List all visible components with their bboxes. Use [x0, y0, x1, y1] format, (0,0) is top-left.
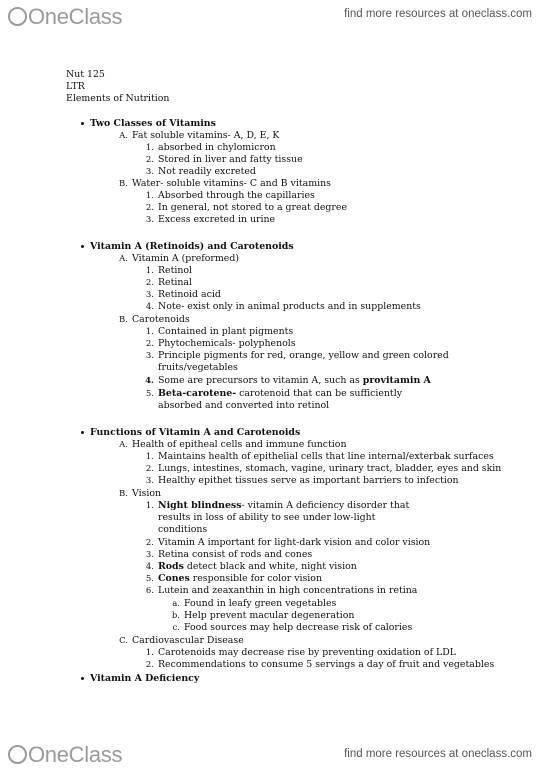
outline-item: 3. Excess excreted in urine: [145, 214, 276, 225]
course-title: Elements of Nutrition: [66, 93, 170, 104]
outline-item-continued: conditions: [158, 524, 208, 535]
outline-item-continued: fruits/vegetables: [158, 362, 238, 373]
footer-tagline[interactable]: find more resources at oneclass.com: [344, 748, 532, 760]
outline-item: b. Help prevent macular degeneration: [171, 610, 355, 621]
section-heading: Vitamin A (Retinoids) and Carotenoids: [90, 241, 294, 252]
outline-item: 4. Rods detect black and white, night vision: [145, 561, 357, 572]
outline-item: B. Water- soluble vitamins- C and B vitamins: [119, 178, 331, 189]
outline-item: C. Cardiovascular Disease: [119, 635, 244, 646]
outline-item: 6. Lutein and zeaxanthin in high concentrations in retina: [145, 585, 418, 596]
outline-item: 3. Healthy epithet tissues serve as important barriers to infection: [145, 475, 459, 486]
course-code: Nut 125: [66, 69, 105, 80]
logo-circle-icon: [8, 745, 27, 764]
outline-item: B. Vision: [119, 488, 162, 499]
logo-text: OneClass: [28, 742, 123, 767]
outline-item: 2. Vitamin A important for light-dark vision and color vision: [145, 537, 431, 548]
outline-item: 2. Lungs, intestines, stomach, vagine, urinary tract, bladder, eyes and skin: [145, 463, 502, 474]
outline-item: 4. Some are precursors to vitamin A, such as provitamin A: [145, 375, 431, 386]
section-heading: Vitamin A Deficiency: [90, 673, 200, 684]
outline-item: 5. Beta-carotene- carotenoid that can be sufficiently: [145, 388, 402, 399]
outline-item: A. Health of epitheal cells and immune function: [119, 439, 347, 450]
outline-item: 1. Night blindness- vitamin A deficiency disorder that: [145, 500, 410, 511]
outline-item: 1. Absorbed through the capillaries: [145, 190, 315, 201]
outline-item: 1. Maintains health of epithelial cells that line internal/exterbak surfaces: [145, 451, 494, 462]
outline-item: 5. Cones responsible for color vision: [145, 573, 322, 584]
outline-item: 3. Retina consist of rods and cones: [145, 549, 313, 560]
outline-item: 3. Retinoid acid: [145, 289, 221, 300]
outline-item: 4. Note- exist only in animal products and in supplements: [145, 301, 421, 312]
header-tagline[interactable]: find more resources at oneclass.com: [344, 8, 532, 20]
footer-oneclass-logo[interactable]: [8, 742, 122, 768]
section-heading: Two Classes of Vitamins: [90, 118, 216, 129]
outline-item: A. Vitamin A (preformed): [119, 253, 239, 264]
outline-item: 3. Not readily excreted: [145, 166, 256, 177]
outline-item: 2. Phytochemicals- polyphenols: [145, 338, 296, 349]
oneclass-logo[interactable]: [8, 4, 122, 30]
outline-item: B. Carotenoids: [119, 314, 190, 325]
outline-item: 1. Contained in plant pigments: [145, 326, 294, 337]
logo-text: OneClass: [28, 4, 123, 29]
outline-item: 1. Retinol: [145, 265, 193, 276]
outline-item: a. Found in leafy green vegetables: [172, 598, 337, 609]
logo-circle-icon: [8, 7, 27, 26]
outline-item: c. Food sources may help decrease risk of calories: [172, 622, 413, 633]
outline-item: 2. Retinal: [145, 277, 192, 288]
outline-item-continued: absorbed and converted into retinol: [158, 400, 330, 411]
outline-item: 3. Principle pigments for red, orange, yellow and green colored: [145, 350, 449, 361]
outline-item-continued: results in loss of ability to see under low-light: [158, 512, 376, 523]
outline-item: 2. Stored in liver and fatty tissue: [145, 154, 303, 165]
outline-item: 1. Carotenoids may decrease rise by preventing oxidation of LDL: [145, 647, 456, 658]
outline-item: 2. In general, not stored to a great degree: [145, 202, 348, 213]
outline-item: 2. Recommendations to consume 5 servings a day of fruit and vegetables: [145, 659, 495, 670]
outline-item: A. Fat soluble vitamins- A, D, E, K: [119, 130, 280, 141]
outline-item: 1. absorbed in chylomicron: [145, 142, 276, 153]
section-heading: Functions of Vitamin A and Carotenoids: [90, 427, 301, 438]
instructor: LTR: [66, 81, 85, 92]
